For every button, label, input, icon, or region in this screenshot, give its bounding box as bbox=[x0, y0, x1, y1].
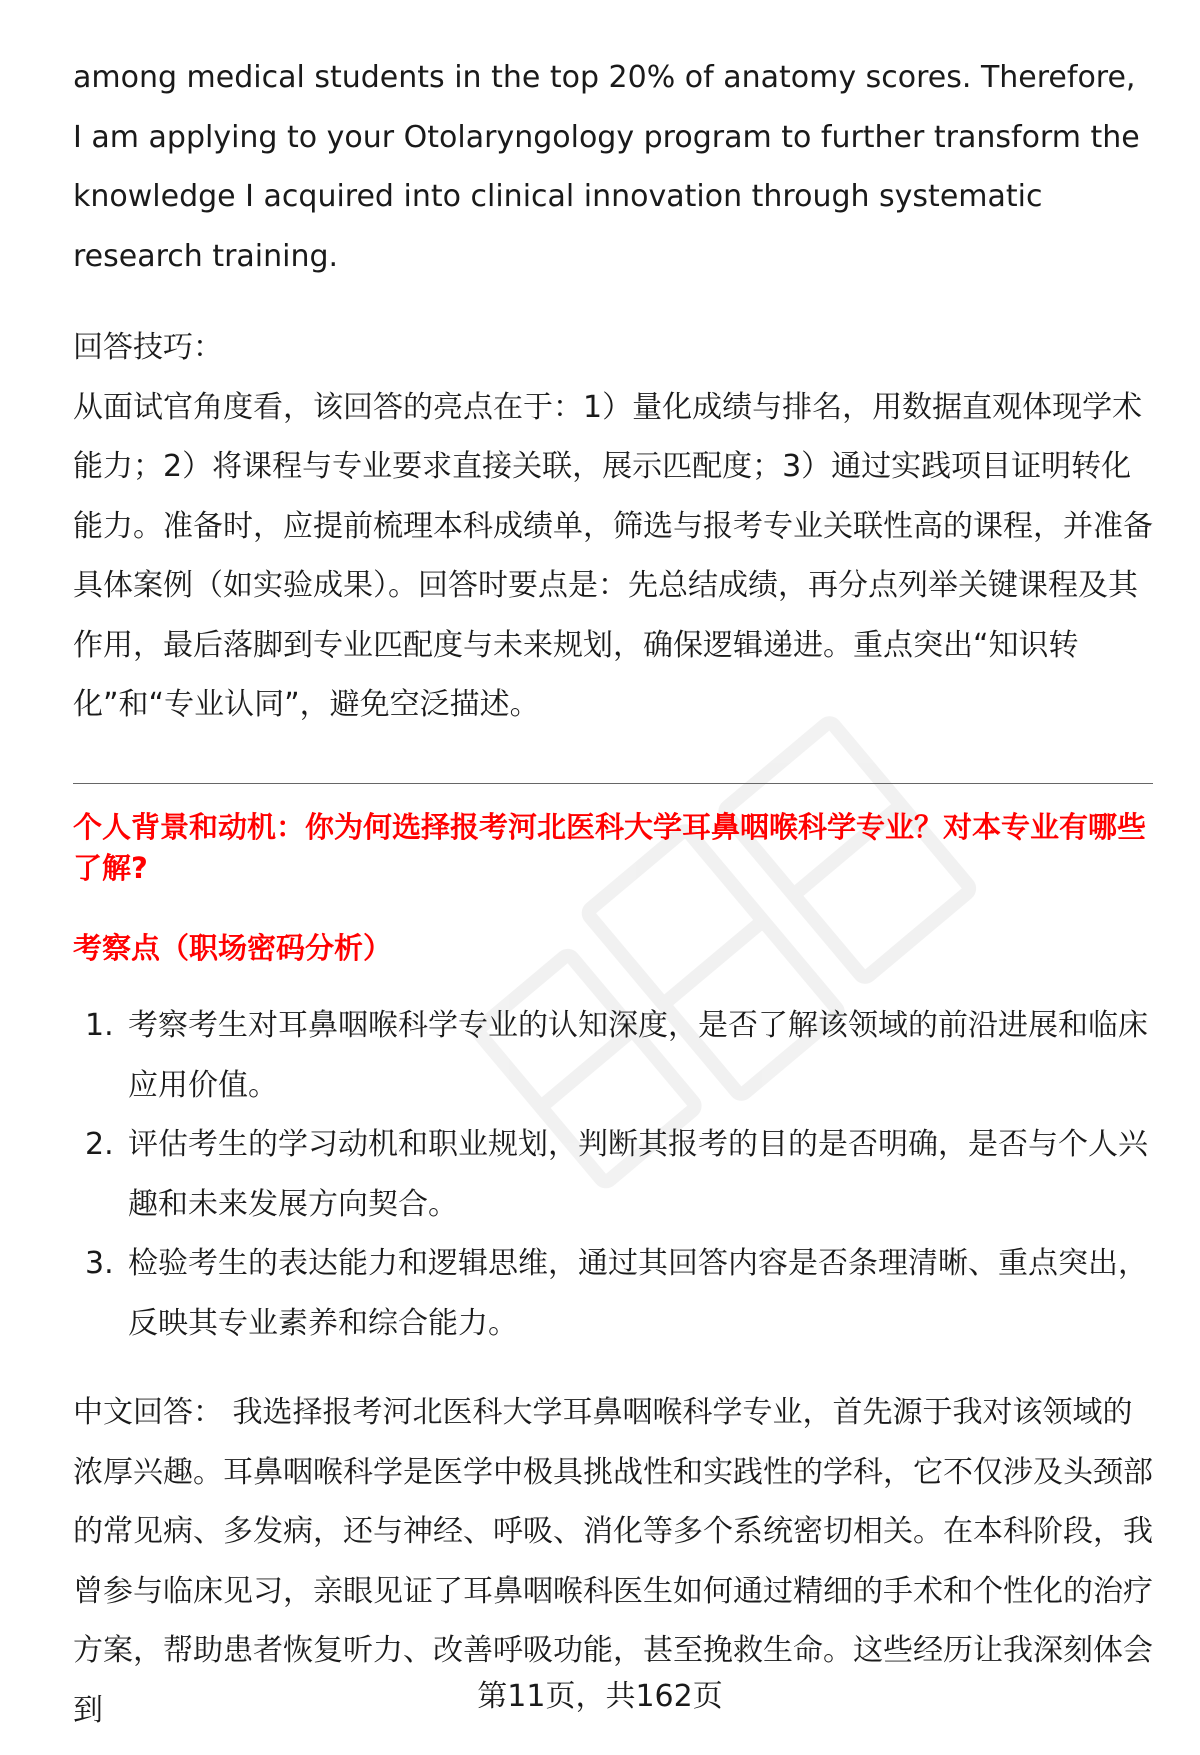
list-item bbox=[73, 1115, 1153, 1234]
analysis-points bbox=[73, 996, 1153, 1353]
question-heading: 个人背景和动机：你为何选择报考河北医科大学耳鼻咽喉科学专业？对本专业有哪些了解? bbox=[73, 810, 1147, 885]
top-content bbox=[73, 48, 1153, 735]
list-item-number: 2. bbox=[85, 1127, 114, 1162]
list-item bbox=[73, 996, 1153, 1115]
list-item-number: 3. bbox=[85, 1246, 114, 1281]
list-item-text: 考察考生对耳鼻咽喉科学专业的认知深度，是否了解该领域的前沿进展和临床应用价值。 bbox=[128, 1008, 1148, 1103]
analysis-title: 考察点（职场密码分析） bbox=[73, 931, 393, 965]
list-item bbox=[73, 1234, 1153, 1353]
list-item-number: 1. bbox=[85, 1008, 114, 1043]
tips-body: 从面试官角度看，该回答的亮点在于：1）量化成绩与排名，用数据直观体现学术能力；2）将课程与专业要求直接关联，展示匹配度；3）通过实践项目证明转化能力。准备时，应提前梳理本科成绩单，筛选与报考专业关联性高的课程，并准备具体案例（如实验成果）。回答时要点是：先总结成绩，再分点列举关键课程及其作用，最后落脚到专业匹配度与未来规划，确保逻辑递进。重点突出“知识转化”和“专业认同”，避免空泛描述。 bbox=[73, 389, 1153, 722]
list-item-text: 评估考生的学习动机和职业规划，判断其报考的目的是否明确，是否与个人兴趣和未来发展方向契合。 bbox=[128, 1127, 1148, 1222]
intro-paragraph: among medical students in the top 20% of anatomy scores. Therefore, I am applying to your Otolaryngology program to further transform the knowledge I acquired into clinical innovation through systematic research training. bbox=[73, 60, 1140, 274]
section-divider bbox=[73, 783, 1153, 784]
tips-title: 回答技巧： bbox=[73, 330, 223, 365]
chinese-answer: 中文回答： 我选择报考河北医科大学耳鼻咽喉科学专业，首先源于我对该领域的浓厚兴趣。耳鼻咽喉科学是医学中极具挑战性和实践性的学科，它不仅涉及头颈部的常见病、多发病，还与神经、呼吸、消化等多个系统密切相关。在本科阶段，我曾参与临床见习，亲眼见证了耳鼻咽喉科医生如何通过精细的手术和个性化的治疗方案，帮助患者恢复听力、改善呼吸功能，甚至挽救生命。这些经历让我深刻体会到 bbox=[73, 1395, 1153, 1728]
list-item-text: 检验考生的表达能力和逻辑思维，通过其回答内容是否条理清晰、重点突出，反映其专业素养和综合能力。 bbox=[128, 1246, 1148, 1341]
page-number-footer: 第11页，共162页 bbox=[477, 1679, 723, 1714]
